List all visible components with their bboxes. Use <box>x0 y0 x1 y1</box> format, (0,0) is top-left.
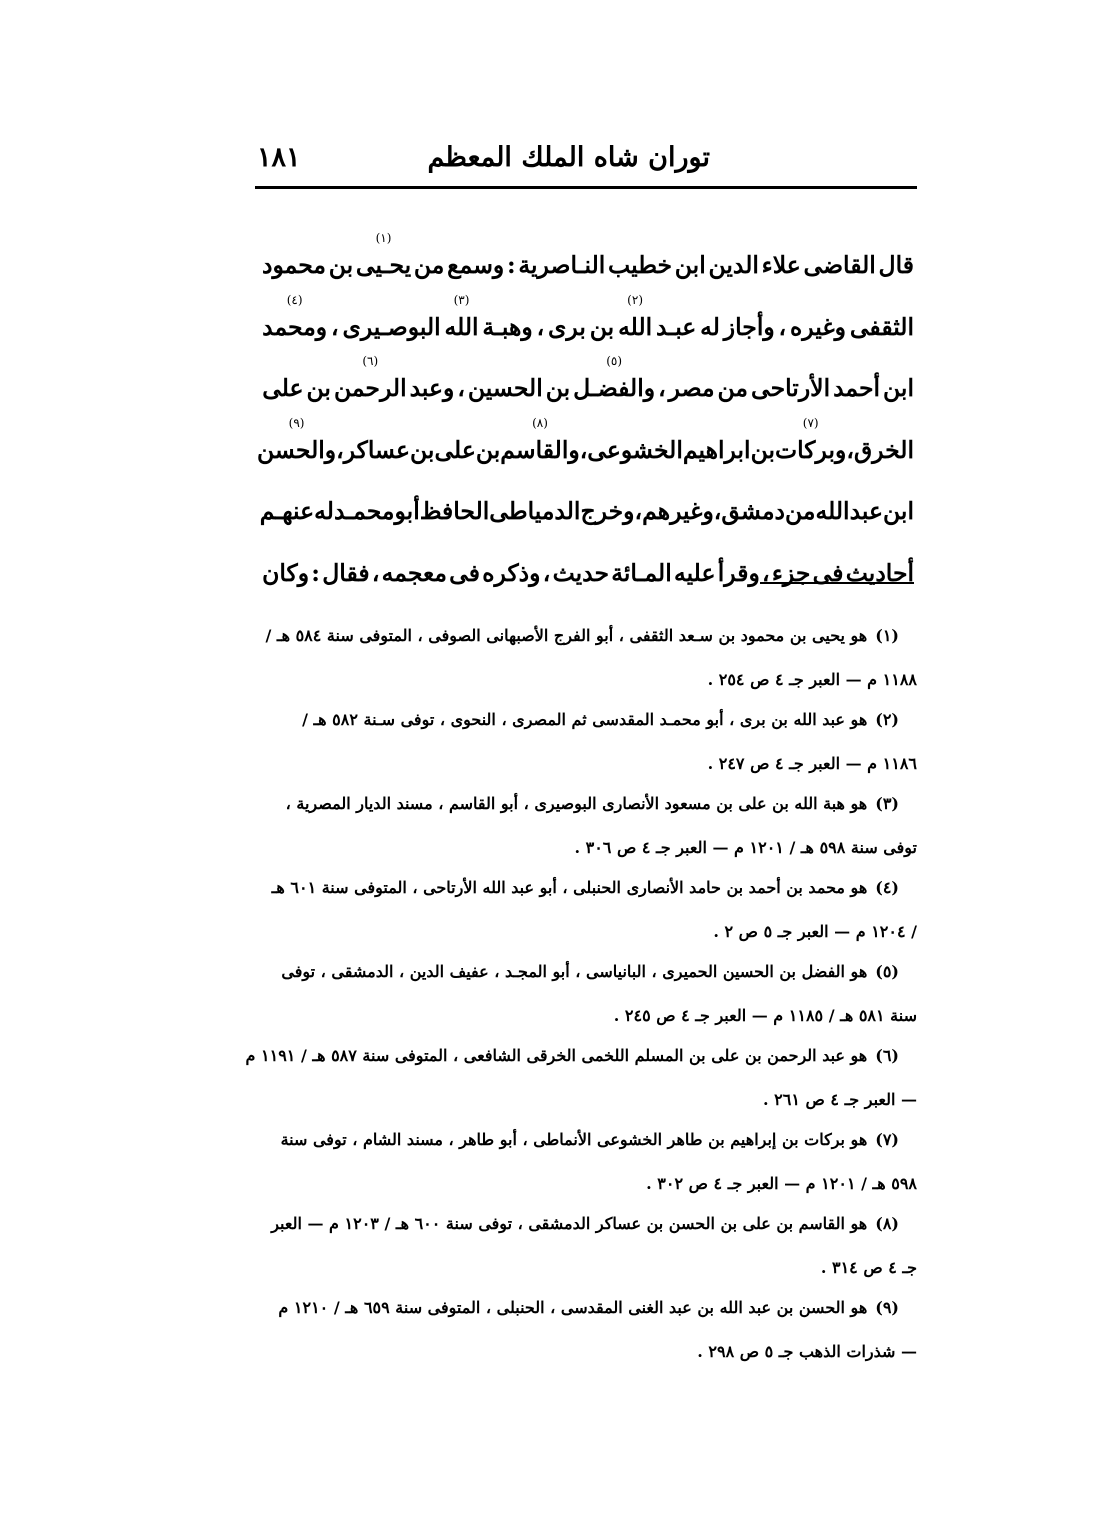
running-header <box>255 142 915 184</box>
text-line <box>257 407 914 469</box>
word: ، <box>778 312 787 341</box>
footnote-line <box>255 994 917 1038</box>
footnote-number: (٦) <box>875 1046 899 1065</box>
word: برى <box>548 312 586 341</box>
word: ، <box>713 497 722 525</box>
word: بن <box>750 435 776 464</box>
word: والقاسم (٨) <box>500 415 580 464</box>
word: ، <box>658 374 666 402</box>
word: أحمد <box>833 374 881 402</box>
footnote-marker: (٦) <box>362 354 379 368</box>
word: عبـد <box>655 312 697 341</box>
word: القاضى <box>803 251 876 279</box>
header-rule <box>255 186 917 189</box>
word: قال <box>878 251 914 279</box>
word: : <box>507 251 516 279</box>
word: جزء <box>771 558 811 587</box>
main-text <box>257 222 914 591</box>
word: يحـيى (١) <box>355 231 412 279</box>
footnote-text: توفى سنة ٥٩٨ هـ / ١٢٠١ م — العبر جـ ٤ ص ٣٠٦ . <box>574 838 917 857</box>
footnote-marker: (١) <box>375 231 392 245</box>
word: النـاصرية <box>518 251 606 279</box>
footnote-marker: (٤) <box>286 292 303 307</box>
footnote <box>255 950 917 1038</box>
word: ، <box>336 435 344 464</box>
footnote-line <box>255 950 917 994</box>
footnote-number: (٨) <box>875 1214 899 1233</box>
word: ، <box>542 558 551 587</box>
word: وكان <box>262 558 310 587</box>
word: على <box>262 374 304 402</box>
word: محمود <box>262 251 326 279</box>
footnote-line <box>245 1034 917 1078</box>
text-line <box>262 345 914 407</box>
word: الخرق <box>853 435 914 464</box>
word: له <box>700 312 720 341</box>
footnote-text: هو الحسن بن عبد الله بن عبد الغنى المقدسى ، الحنبلى ، المتوفى سنة ٦٥٩ هـ / ١٢١٠ م <box>278 1298 868 1317</box>
word: الدمياطى <box>489 497 581 525</box>
word: وعبد <box>409 374 455 402</box>
footnote-text: ٥٩٨ هـ / ١٢٠١ م — العبر جـ ٤ ص ٣٠٢ . <box>646 1174 917 1193</box>
word: الله <box>815 497 850 525</box>
footnote-text: / ١٢٠٤ م — العبر جـ ٥ ص ٢ . <box>713 922 917 941</box>
footnote-line <box>255 658 917 702</box>
footnote-line <box>255 742 917 786</box>
page-number: ١٨١ <box>257 142 301 173</box>
word: علاء <box>761 251 801 279</box>
word: ابن <box>883 497 914 525</box>
word: الأرتاحى <box>751 374 831 402</box>
word: الله (٣) <box>444 292 479 341</box>
word: عليه <box>673 558 716 587</box>
footnote-line <box>255 1246 917 1290</box>
footnote-marker: (٨) <box>532 415 548 430</box>
footnote-line <box>255 866 917 910</box>
footnote <box>255 698 917 786</box>
word: أبو <box>394 497 420 525</box>
footnote-text: جـ ٤ ص ٣١٤ . <box>820 1258 917 1277</box>
word: وخرج <box>580 497 635 525</box>
word: ، <box>371 558 380 587</box>
footnote <box>255 1286 917 1374</box>
word: بن <box>410 435 435 464</box>
word: أحاديث <box>845 558 914 587</box>
footnote <box>255 1202 917 1290</box>
word: وذكره <box>482 558 541 587</box>
footnote <box>255 866 917 954</box>
text-line <box>259 468 914 530</box>
word: كر <box>343 435 368 464</box>
word: والحسن (٩) <box>257 415 337 464</box>
word: ، <box>762 558 770 587</box>
footnote-marker: (٢) <box>627 292 644 307</box>
footnote-line <box>255 1078 917 1122</box>
word: من <box>413 251 445 279</box>
footnote-line <box>255 1118 917 1162</box>
word: دمشق <box>721 497 786 525</box>
footnote-text: ١١٨٨ م — العبر جـ ٤ ص ٢٥٤ . <box>707 670 917 689</box>
footnote <box>245 1034 917 1122</box>
footnote-number: (٥) <box>875 962 899 981</box>
footnote-text: سنة ٥٨١ هـ / ١١٨٥ م — العبر جـ ٤ ص ٢٤٥ . <box>613 1006 917 1025</box>
word: ابن <box>674 251 706 279</box>
word: له <box>314 497 334 525</box>
footnotes <box>245 614 917 1370</box>
footnote-text: — العبر جـ ٤ ص ٢٦١ . <box>763 1090 917 1109</box>
word: البوصـيرى <box>342 312 441 341</box>
word: الرحمن (٦) <box>333 354 407 402</box>
footnote-text: هو بركات بن إبراهيم بن طاهر الخشوعى الأنماطى ، أبو طاهر ، مسند الشام ، توفى سنة <box>280 1130 868 1149</box>
word: حديث <box>552 558 610 587</box>
word: ، <box>331 312 339 341</box>
word: المـائة <box>611 558 672 587</box>
word: ، <box>457 374 465 402</box>
running-title: توران شاه الملك المعظم <box>427 142 710 173</box>
word: بن <box>589 312 615 341</box>
word: وأجاز <box>723 312 775 341</box>
footnote-number: (٢) <box>875 710 899 729</box>
footnote-line <box>255 1162 917 1206</box>
word: وقرأ <box>717 558 760 587</box>
word: خطيب <box>608 251 673 279</box>
word: مصر <box>668 374 715 402</box>
word: بن <box>475 435 501 464</box>
footnote-line <box>255 782 917 826</box>
word: الدين <box>708 251 759 279</box>
text-line <box>262 284 914 346</box>
footnote <box>255 1118 917 1206</box>
footnote-text: هو عبد الرحمن بن على بن المسلم اللخمى الخرقى الشافعى ، المتوفى سنة ٥٨٧ هـ / ١١٩١ م <box>245 1046 868 1065</box>
footnote-line <box>255 826 917 870</box>
word: الحسين <box>467 374 543 402</box>
word: ابراهيم <box>682 435 751 464</box>
footnote-number: (٤) <box>875 878 899 897</box>
word: وسمع <box>447 251 505 279</box>
word: وغيره <box>789 312 846 341</box>
footnote-number: (٣) <box>875 794 899 813</box>
footnote-marker: (٣) <box>453 292 470 307</box>
word: ابن <box>883 374 914 402</box>
footnote <box>255 782 917 870</box>
word: معجمه <box>381 558 447 587</box>
word: من <box>785 497 816 525</box>
word: الحافظ <box>419 497 490 525</box>
word: وهبـة <box>482 312 533 341</box>
word: فقال <box>322 558 370 587</box>
footnote-line <box>255 614 917 658</box>
word: بن <box>328 251 354 279</box>
word: الثقفى <box>849 312 914 341</box>
footnote-line <box>255 910 917 954</box>
footnote-text: ١١٨٦ م — العبر جـ ٤ ص ٢٤٧ . <box>707 754 917 773</box>
word: وبركات (٧) <box>775 415 847 464</box>
word: : <box>311 558 320 587</box>
footnote-separator <box>760 582 914 584</box>
word: محمـد <box>333 497 395 525</box>
word: ، <box>579 435 588 464</box>
footnote-text: هو هبة الله بن على بن مسعود الأنصارى البوصيرى ، أبو القاسم ، مسند الديار المصرية ، <box>285 794 868 813</box>
footnote-marker: (٥) <box>606 354 623 368</box>
footnote-text: هو يحيى بن محمود بن سـعد الثقفى ، أبو الفرج الأصبهانى الصوفى ، المتوفى سنة ٥٨٤ هـ / <box>265 626 868 645</box>
footnote-line <box>255 1330 917 1374</box>
footnote-marker: (٩) <box>288 415 305 430</box>
footnote-number: (٧) <box>875 1130 899 1149</box>
footnote <box>255 614 917 702</box>
word: والفضـل (٥) <box>573 354 656 402</box>
footnote-text: هو محمد بن أحمد بن حامد الأنصارى الحنبلى ، أبو عبد الله الأرتاحى ، المتوفى سنة ٦٠١ هـ <box>271 878 868 897</box>
word: فى <box>449 558 480 587</box>
footnote-text: هو القاسم بن على بن الحسن بن عساكر الدمشقى ، توفى سنة ٦٠٠ هـ / ١٢٠٣ م — العبر <box>271 1214 868 1233</box>
word: بن <box>306 374 331 402</box>
word: الله (٢) <box>618 292 653 341</box>
footnote-line <box>255 1286 917 1330</box>
word: عسا <box>367 435 411 464</box>
word: ومحمد (٤) <box>262 292 328 341</box>
word: ، <box>846 435 854 464</box>
word: على <box>434 435 476 464</box>
footnote-number: (٩) <box>875 1298 899 1317</box>
word: عنهـم <box>259 497 315 525</box>
footnote-line <box>255 698 917 742</box>
word: ، <box>536 312 545 341</box>
word: من <box>717 374 749 402</box>
word: بن <box>545 374 571 402</box>
footnote-text: هو عبد الله بن برى ، أبو محمـد المقدسى ثم المصرى ، النحوى ، توفى سـنة ٥٨٢ هـ / <box>302 710 868 729</box>
footnote-number: (١) <box>875 626 899 645</box>
word: فى <box>812 558 844 587</box>
footnote-marker: (٧) <box>802 415 819 430</box>
word: ، <box>634 497 643 525</box>
word: الخشوعى <box>587 435 683 464</box>
word: عبد <box>849 497 884 525</box>
footnote-text: — شذرات الذهب جـ ٥ ص ٢٩٨ . <box>697 1342 917 1361</box>
text-line <box>262 222 914 284</box>
footnote-line <box>255 1202 917 1246</box>
word: وغيرهم <box>642 497 714 525</box>
footnote-text: هو الفضل بن الحسين الحميرى ، البانياسى ، أبو المجـد ، عفيف الدين ، الدمشقى ، توفى <box>281 962 868 981</box>
